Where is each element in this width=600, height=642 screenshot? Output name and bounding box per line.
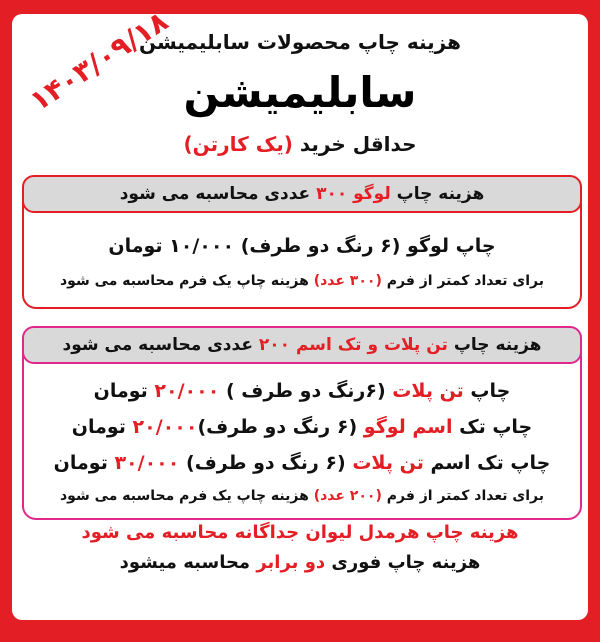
tonplate-print-section	[22, 326, 582, 520]
price-amount: ۳۰/۰۰۰	[114, 452, 180, 474]
rush-note	[12, 552, 588, 573]
header-text: هزینه چاپ	[447, 335, 542, 355]
rush-text-end: محاسبه میشود	[119, 552, 257, 573]
rush-highlight: دو برابر	[256, 552, 326, 573]
price-text: چاپ تک اسم	[423, 452, 551, 474]
tonplate-section-header	[22, 326, 582, 364]
price-highlight: اسم لوگو	[363, 416, 453, 438]
logo-section-header	[22, 175, 582, 213]
note-text: برای تعداد کمتر از فرم	[381, 488, 544, 504]
header-quantity: ۲۰۰	[258, 335, 291, 355]
tonplate-note	[24, 488, 580, 504]
note-text-end: هزینه چاپ یک فرم محاسبه می شود	[59, 488, 314, 504]
logo-price-line: چاپ لوگو (۶ رنگ دو طرف) ۱۰/۰۰۰ تومان	[108, 235, 496, 257]
header-quantity: ۳۰۰	[316, 184, 348, 204]
date-stamp: ۱۴۰۳/۰۹/۱۸	[24, 4, 174, 118]
note-quantity: (۲۰۰ عدد)	[313, 488, 382, 504]
price-text: چاپ تک	[452, 416, 533, 438]
header-text: هزینه چاپ	[390, 184, 485, 204]
price-detail: (۶رنگ دو طرف )	[219, 380, 393, 402]
logo-print-section	[22, 175, 582, 309]
price-card	[12, 4, 588, 620]
price-detail: (۶ رنگ دو طرف)	[179, 452, 353, 474]
min-purchase-highlight: (یک کارتن)	[183, 132, 293, 156]
min-purchase	[12, 132, 588, 156]
min-purchase-label: حداقل خرید	[292, 132, 417, 156]
header-highlight: لوگو	[353, 184, 391, 204]
price-amount: ۲۰/۰۰۰	[154, 380, 220, 402]
price-amount: ۲۰/۰۰۰	[132, 416, 198, 438]
price-highlight: تن پلات	[352, 452, 424, 474]
price-detail: (۶ رنگ دو طرف)	[197, 416, 364, 438]
single-name-tonplate-price-line	[24, 452, 580, 474]
brand-title: سابلیمیشن	[183, 68, 417, 117]
rush-text: هزینه چاپ فوری	[325, 552, 481, 573]
header-text-end: عددی محاسبه می شود	[119, 184, 317, 204]
price-unit: تومان	[93, 380, 155, 402]
note-quantity: (۳۰۰ عدد)	[313, 273, 382, 289]
tonplate-price-line	[24, 380, 580, 402]
price-unit: تومان	[71, 416, 133, 438]
header-text-end: عددی محاسبه می شود	[62, 335, 259, 355]
logo-note	[24, 273, 580, 289]
note-text: برای تعداد کمتر از فرم	[381, 273, 544, 289]
price-text: چاپ	[463, 380, 511, 402]
note-text-end: هزینه چاپ یک فرم محاسبه می شود	[59, 273, 314, 289]
top-title: هزینه چاپ محصولات سابلیمیشن	[139, 30, 461, 54]
price-highlight: تن پلات	[392, 380, 464, 402]
header-highlight: تن پلات و تک اسم	[295, 335, 448, 355]
mug-note: هزینه چاپ هرمدل لیوان جداگانه محاسبه می شود	[81, 522, 519, 543]
single-name-logo-price-line	[24, 416, 580, 438]
price-unit: تومان	[53, 452, 115, 474]
